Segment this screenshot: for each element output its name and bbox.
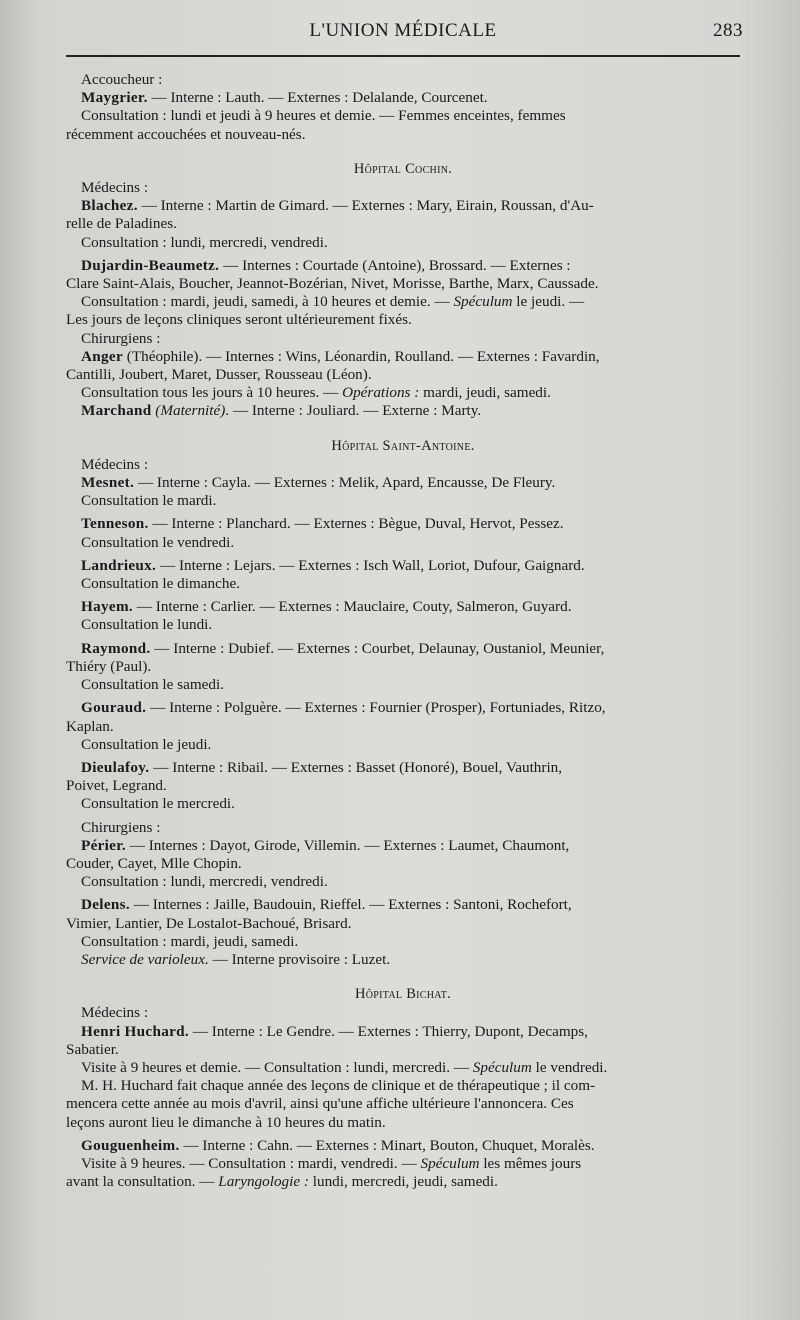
text-line xyxy=(66,616,740,634)
text-line xyxy=(66,819,740,837)
hospital-heading: Hôpital Cochin. xyxy=(353,160,453,177)
line-text: Consultation le jeudi. xyxy=(81,735,212,753)
line-text: Consultation le vendredi. xyxy=(81,533,235,551)
hospital-heading: Hôpital Bichat. xyxy=(354,986,452,1003)
department-head: Hayem. xyxy=(81,598,133,616)
department-head: Maygrier. xyxy=(81,89,148,107)
department-head: Delens. xyxy=(81,896,130,914)
text-line xyxy=(66,71,740,89)
continuation-line xyxy=(66,275,740,293)
text-line xyxy=(66,534,740,552)
department-head: Marchand xyxy=(81,402,152,420)
line-text: Consultation : lundi, mercredi, vendredi. xyxy=(81,873,328,891)
line-text: Visite à 9 heures. — Consultation : mardi, vendredi. — xyxy=(81,1154,421,1172)
line-text: Consultation le mercredi. xyxy=(81,795,235,813)
staff-list: — Interne : Cayla. — Externes : Melik, Apard, Encausse, De Fleury. xyxy=(134,474,556,492)
staff-entry xyxy=(66,402,740,420)
line-text-after: les mêmes jours xyxy=(479,1154,582,1172)
line-text: Consultation : mardi, jeudi, samedi. xyxy=(81,932,299,950)
continuation-line xyxy=(66,215,740,233)
staff-entry xyxy=(66,557,740,575)
line-text: avant la consultation. — xyxy=(66,1173,219,1191)
italic-term: Spéculum xyxy=(472,1058,532,1076)
text-line xyxy=(66,933,740,951)
line-text-after: le jeudi. — xyxy=(512,293,585,311)
line-text: Médecins : xyxy=(81,455,149,473)
line-text: Consultation le mardi. xyxy=(81,492,217,510)
staff-entry xyxy=(66,1137,740,1155)
continuation-line xyxy=(66,1173,740,1191)
text-line xyxy=(66,1059,740,1077)
staff-entry xyxy=(66,640,740,658)
line-text: Médecins : xyxy=(81,179,149,197)
department-head: Blachez. xyxy=(81,197,138,215)
staff-list: — Interne : Carlier. — Externes : Mauclaire, Couty, Salmeron, Guyard. xyxy=(133,598,572,616)
text-line xyxy=(66,873,740,891)
line-text: Consultation le samedi. xyxy=(81,676,224,694)
text-line xyxy=(66,293,740,311)
staff-list: — Interne : Lejars. — Externes : Isch Wall, Loriot, Dufour, Gaignard. xyxy=(156,556,585,574)
continuation-line xyxy=(66,1095,740,1113)
continuation-line xyxy=(66,718,740,736)
line-text: Consultation : lundi, mercredi, vendredi. xyxy=(81,233,328,251)
text-line xyxy=(66,736,740,754)
line-text: relle de Paladines. xyxy=(66,215,177,233)
staff-entry xyxy=(66,759,740,777)
staff-list: — Internes : Dayot, Girode, Villemin. — Externes : Laumet, Chaumont, xyxy=(125,836,570,854)
line-text: Consultation tous les jours à 10 heures. — xyxy=(81,384,343,402)
staff-entry xyxy=(66,896,740,914)
line-text: Visite à 9 heures et demie. — Consultation : lundi, mercredi. — xyxy=(81,1058,473,1076)
department-head: Raymond. xyxy=(81,639,151,657)
header-rule xyxy=(66,55,740,57)
line-text: mencera cette année au mois d'avril, ainsi qu'une affiche ultérieure l'annoncera. Ces xyxy=(66,1095,574,1113)
line-text: Couder, Cayet, Mlle Chopin. xyxy=(66,854,242,872)
continuation-line xyxy=(66,855,740,873)
staff-list: — Interne : Dubief. — Externes : Courbet, Delaunay, Oustaniol, Meunier, xyxy=(150,639,605,657)
staff-entry xyxy=(66,598,740,616)
staff-list: — Interne : Cahn. — Externes : Minart, Bouton, Chuquet, Moralès. xyxy=(179,1136,595,1154)
line-text-after: — Interne provisoire : Luzet. xyxy=(208,950,391,968)
line-text: Médecins : xyxy=(81,1004,149,1022)
staff-entry xyxy=(66,1023,740,1041)
department-head: Mesnet. xyxy=(81,474,135,492)
continuation-line xyxy=(66,126,740,144)
staff-list: (Théophile). — Internes : Wins, Léonardin, Roulland. — Externes : Favardin, xyxy=(123,347,600,365)
italic-term: Spéculum xyxy=(420,1154,480,1172)
line-text: Chirurgiens : xyxy=(81,818,161,836)
department-head: Landrieux. xyxy=(81,556,157,574)
staff-entry xyxy=(66,197,740,215)
text-line xyxy=(66,1077,740,1095)
line-text: Thiéry (Paul). xyxy=(66,657,152,675)
staff-list: — Interne : Martin de Gimard. — Externes : Mary, Eirain, Roussan, d'Au- xyxy=(137,197,594,215)
staff-entry xyxy=(66,474,740,492)
text-line xyxy=(66,179,740,197)
staff-entry xyxy=(66,348,740,366)
text-line xyxy=(66,456,740,474)
continuation-line xyxy=(66,1114,740,1132)
department-head: Anger xyxy=(81,347,123,365)
section-gap xyxy=(66,421,740,435)
line-text: Kaplan. xyxy=(66,717,114,735)
department-head: Dujardin-Beaumetz. xyxy=(81,256,220,274)
text-line xyxy=(66,951,740,969)
staff-entry xyxy=(66,257,740,275)
staff-list: — Internes : Courtade (Antoine), Brossard. — Externes : xyxy=(219,256,571,274)
text-line xyxy=(66,795,740,813)
continuation-line xyxy=(66,1041,740,1059)
body-text xyxy=(66,71,740,1191)
staff-list: — Interne : Ribail. — Externes : Basset (Honoré), Bouel, Vauthrin, xyxy=(149,758,563,776)
staff-entry xyxy=(66,89,740,107)
continuation-line xyxy=(66,658,740,676)
staff-list: — Interne : Planchard. — Externes : Bègue, Duval, Hervot, Pessez. xyxy=(148,515,564,533)
staff-list: — Interne : Le Gendre. — Externes : Thierry, Dupont, Decamps, xyxy=(188,1022,588,1040)
text-line xyxy=(66,575,740,593)
section-gap xyxy=(66,969,740,983)
department-head: Périer. xyxy=(81,836,126,854)
line-text: Consultation : lundi et jeudi à 9 heures et demie. — Femmes enceintes, femmes xyxy=(81,107,566,125)
line-text-after: lundi, mercredi, jeudi, samedi. xyxy=(308,1173,498,1191)
department-head: Gouguenheim. xyxy=(81,1136,180,1154)
line-text: Accoucheur : xyxy=(81,71,163,88)
continuation-line xyxy=(66,777,740,795)
page-number: 283 xyxy=(713,20,743,41)
line-text: Consultation : mardi, jeudi, samedi, à 10 heures et demie. — xyxy=(81,293,454,311)
line-text-after: le vendredi. xyxy=(531,1058,608,1076)
line-text: Sabatier. xyxy=(66,1040,119,1058)
section-gap xyxy=(66,144,740,158)
line-text-after: mardi, jeudi, samedi. xyxy=(419,384,551,402)
department-head: Henri Huchard. xyxy=(81,1022,189,1040)
line-text: Consultation le lundi. xyxy=(81,616,213,634)
line-text: M. H. Huchard fait chaque année des leçons de clinique et de thérapeutique ; il com- xyxy=(81,1077,596,1095)
continuation-line xyxy=(66,915,740,933)
line-text: Les jours de leçons cliniques seront ultérieurement fixés. xyxy=(66,311,412,329)
department-head: Gouraud. xyxy=(81,699,147,717)
line-text: Clare Saint-Alais, Boucher, Jeannot-Bozérian, Nivet, Morisse, Barthe, Marx, Caussade. xyxy=(66,275,599,293)
staff-list: — Internes : Jaille, Baudouin, Rieffel. — Externes : Santoni, Rochefort, xyxy=(129,896,572,914)
line-text: Cantilli, Joubert, Maret, Dusser, Rousseau (Léon). xyxy=(66,366,372,384)
running-head xyxy=(66,20,743,44)
italic-term: Spéculum xyxy=(453,293,513,311)
italic-note: (Maternité) xyxy=(155,402,226,420)
text-line xyxy=(66,1155,740,1173)
continuation-line xyxy=(66,366,740,384)
line-text: leçons auront lieu le dimanche à 10 heures du matin. xyxy=(66,1113,386,1131)
line-text: Chirurgiens : xyxy=(81,329,161,347)
line-text: Consultation le dimanche. xyxy=(81,575,241,593)
staff-list: — Interne : Lauth. — Externes : Delalande, Courcenet. xyxy=(147,89,488,107)
italic-term: Service de varioleux. xyxy=(81,950,209,968)
text-line xyxy=(66,107,740,125)
continuation-line xyxy=(66,311,740,329)
text-line xyxy=(66,330,740,348)
text-line xyxy=(66,1004,740,1022)
department-head: Tenneson. xyxy=(81,515,149,533)
text-line xyxy=(66,492,740,510)
italic-term: Laryngologie : xyxy=(218,1173,309,1191)
staff-entry xyxy=(66,837,740,855)
department-head: Dieulafoy. xyxy=(81,758,150,776)
staff-list: . — Interne : Jouliard. — Externe : Marty. xyxy=(225,402,482,420)
text-line xyxy=(66,384,740,402)
text-line xyxy=(66,676,740,694)
staff-entry xyxy=(66,515,740,533)
staff-list: — Interne : Polguère. — Externes : Fournier (Prosper), Fortuniades, Ritzo, xyxy=(146,699,606,717)
italic-term: Opérations : xyxy=(342,384,420,402)
journal-title: L'UNION MÉDICALE xyxy=(309,20,497,41)
line-text: Poivet, Legrand. xyxy=(66,777,167,795)
text-line xyxy=(66,234,740,252)
line-text: Vimier, Lantier, De Lostalot-Bachoué, Brisard. xyxy=(66,914,352,932)
line-text: récemment accouchées et nouveau-nés. xyxy=(66,125,306,143)
hospital-heading: Hôpital Saint-Antoine. xyxy=(331,437,475,454)
staff-entry xyxy=(66,699,740,717)
